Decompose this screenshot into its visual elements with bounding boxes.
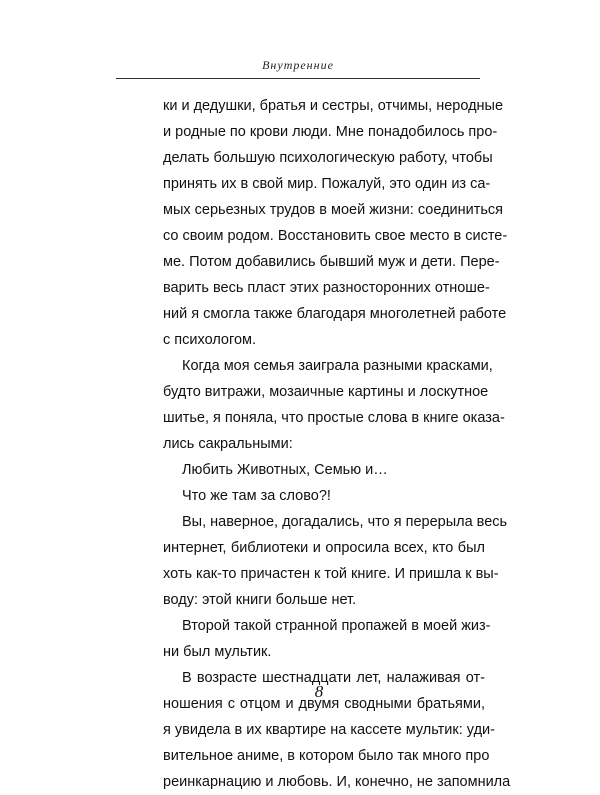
- text-line: Вы, наверное, догадались, что я перерыла весь: [182, 514, 508, 530]
- text-line: варить весь пласт этих разносторонних отноше-: [163, 280, 490, 296]
- text-line: ний я смогла также благодаря многолетней работе: [163, 306, 507, 322]
- text-line: ношения с отцом и двумя сводными братьями,: [163, 696, 485, 712]
- text-line: лись сакральными:: [163, 436, 293, 452]
- text-line: реинкарнацию и любовь. И, конечно, не запомнила: [163, 774, 511, 790]
- text-line: ки и дедушки, братья и сестры, отчимы, неродные: [163, 98, 504, 114]
- page-number: 8: [314, 682, 324, 701]
- text-line: с психологом.: [163, 332, 257, 348]
- text-line: ни был мультик.: [163, 644, 272, 660]
- text-line: В возрасте шестнадцати лет, налаживая от-: [182, 670, 485, 686]
- text-line: Второй такой странной пропажей в моей жиз-: [182, 618, 491, 634]
- text-line: мых серьезных трудов в моей жизни: соединиться: [163, 202, 504, 218]
- text-line: шитье, я поняла, что простые слова в книге оказа-: [163, 410, 505, 426]
- text-line: интернет, библиотеки и опросила всех, кто был: [163, 540, 485, 556]
- text-line: хоть как-то причастен к той книге. И пришла к вы-: [163, 566, 499, 582]
- text-line: Когда моя семья заиграла разными красками,: [182, 358, 493, 374]
- text-line: будто витражи, мозаичные картины и лоскутное: [163, 384, 489, 400]
- text-line: воду: этой книги больше нет.: [163, 592, 357, 608]
- header-rule: [116, 78, 480, 79]
- text-line: вительное аниме, в котором было так много про: [163, 748, 490, 764]
- text-line: со своим родом. Восстановить свое место в систе-: [163, 228, 508, 244]
- text-line: принять их в свой мир. Пожалуй, это один из са-: [163, 176, 491, 192]
- text-line: Что же там за слово?!: [182, 488, 331, 504]
- running-head: Внутренние: [262, 58, 334, 72]
- text-line: и родные по крови люди. Мне понадобилось про-: [163, 124, 498, 140]
- text-line: я увидела в их квартире на кассете мультик: уди-: [163, 722, 495, 738]
- text-line: Любить Животных, Семью и…: [182, 462, 388, 478]
- text-line: делать большую психологическую работу, чтобы: [163, 150, 493, 166]
- text-line: ме. Потом добавились бывший муж и дети. Пере-: [163, 254, 500, 270]
